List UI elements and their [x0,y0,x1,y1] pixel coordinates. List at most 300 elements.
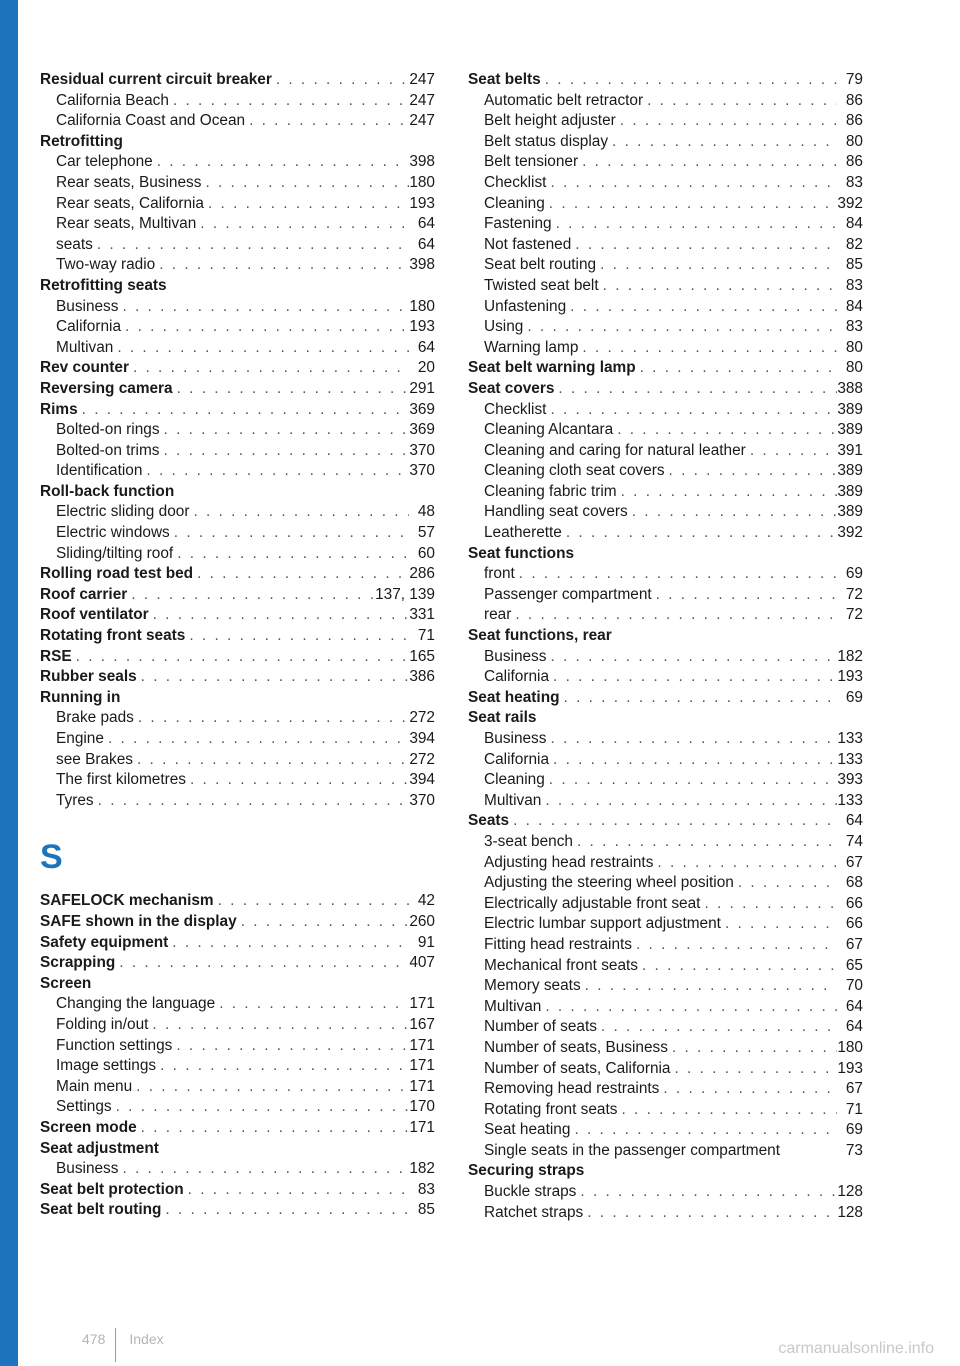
index-entry [40,605,435,626]
dot-leader [112,1097,409,1118]
page-edge-bar [0,0,18,1366]
entry-term: Business [484,730,547,747]
entry-term: Checklist [484,173,547,191]
entry-term: Number of seats, Business [484,1038,668,1056]
entry-page-ref: 69 [845,688,863,706]
entry-page-ref: 193 [409,194,435,212]
entry-term: Bolted-on rings [56,421,160,439]
entry-page-ref: 84 [845,215,863,233]
dot-leader [700,894,837,915]
index-subentry [40,317,435,338]
dot-leader [118,297,409,318]
dot-leader [746,441,837,462]
index-subentry [468,750,863,771]
index-subentry [468,276,863,297]
dot-leader [186,770,409,791]
dot-leader [613,420,837,441]
dot-leader [155,255,409,276]
dot-leader [549,750,837,771]
index-subentry [468,1038,863,1059]
entry-term: 3-seat bench [484,832,573,850]
dot-leader [189,502,409,523]
index-subentry [468,770,863,791]
dot-leader [734,873,837,894]
index-entry [40,626,435,647]
entry-term: Electric sliding door [56,503,190,521]
entry-page-ref: 165 [409,647,435,665]
entry-term: Seat belt routing [484,256,597,274]
index-subentry [468,173,863,194]
dot-leader [571,235,837,256]
entry-term: Engine [56,730,104,747]
dot-leader [148,1015,409,1036]
entry-page-ref: 398 [409,256,435,274]
index-subentry [40,111,435,132]
index-subentry [468,91,863,112]
entry-term: Belt height adjuster [484,112,616,130]
entry-term: Rear seats, California [56,194,204,212]
page-number: 478 [82,1331,106,1347]
entry-term: Adjusting head restraints [484,853,654,871]
entry-page-ref: 291 [409,379,435,397]
entry-term: Fastening [484,215,552,233]
index-subentry [468,317,863,338]
index-subentry [40,1159,435,1180]
entry-page-ref: 370 [409,441,435,459]
entry-page-ref: 128 [837,1183,863,1201]
index-subentry [40,544,435,565]
dot-leader [94,791,409,812]
index-subentry [468,791,863,812]
entry-page-ref: 72 [845,585,863,603]
page-footer [82,1322,164,1356]
entry-term: Rear seats, Business [56,173,202,191]
dot-leader [617,482,837,503]
entry-term: seats [56,235,93,253]
entry-page-ref: 389 [837,400,863,418]
entry-page-ref: 128 [837,1203,863,1221]
dot-leader [541,791,837,812]
entry-term: Mechanical front seats [484,956,638,974]
index-subentry [468,502,863,523]
entry-page-ref: 193 [837,1059,863,1077]
entry-page-ref: 389 [837,482,863,500]
entry-term: Single seats in the passenger compartment [484,1141,781,1159]
dot-leader [560,688,837,709]
footer-section-label: Index [129,1331,164,1347]
dot-leader [214,891,409,912]
dot-leader [608,132,837,153]
index-column-left [40,70,435,1221]
dot-leader [169,91,409,112]
entry-term: SAFE shown in the display [40,912,237,930]
index-subentry [40,297,435,318]
entry-term: Cleaning Alcantara [484,421,614,439]
entry-term: Retrofitting [40,132,123,150]
index-entry [468,544,863,565]
dot-leader [566,297,837,318]
index-entry [40,1118,435,1139]
entry-term: SAFELOCK mechanism [40,892,214,910]
entry-term: Seat adjustment [40,1139,159,1157]
entry-page-ref: 182 [837,647,863,665]
entry-term: Folding in/out [56,1015,149,1033]
index-subentry [468,400,863,421]
entry-page-ref: 85 [417,1201,435,1219]
entry-page-ref: 272 [409,750,435,768]
index-subentry [40,791,435,812]
entry-page-ref: 83 [845,173,863,191]
index-subentry [468,152,863,173]
entry-page-ref: 137, 139 [375,585,435,603]
entry-term: Electrically adjustable front seat [484,894,701,912]
dot-leader [552,214,837,235]
dot-leader [546,400,837,421]
entry-term: Multivan [484,791,542,809]
dot-leader [546,729,837,750]
entry-page-ref: 386 [409,668,435,686]
dot-leader [581,976,837,997]
entry-term: Screen mode [40,1118,137,1136]
entry-page-ref: 20 [417,359,435,377]
dot-leader [137,1118,409,1139]
entry-page-ref: 180 [837,1038,863,1056]
dot-leader [173,379,409,400]
index-entry [40,276,435,297]
entry-term: Fitting head restraints [484,935,632,953]
entry-term: Securing straps [468,1162,585,1180]
entry-term: Electric windows [56,524,170,542]
entry-page-ref: 391 [837,441,863,459]
dot-leader [173,544,409,565]
dot-leader [137,667,409,688]
index-entry [40,667,435,688]
index-column-right [468,70,863,1223]
dot-leader [118,1159,409,1180]
entry-page-ref: 247 [409,91,435,109]
index-list-s-continued [468,70,863,1223]
entry-page-ref: 193 [837,668,863,686]
index-subentry [40,91,435,112]
dot-leader [643,91,837,112]
index-entry [468,626,863,647]
entry-term: Business [56,1160,119,1178]
entry-page-ref: 67 [845,853,863,871]
entry-term: Seat functions [468,544,575,562]
entry-page-ref: 286 [409,565,435,583]
index-entry [468,688,863,709]
entry-term: Belt tensioner [484,153,579,171]
dot-leader [583,1203,837,1224]
entry-term: Leatherette [484,524,562,542]
index-subentry [40,1097,435,1118]
entry-page-ref: 389 [837,462,863,480]
entry-term: Unfastening [484,297,567,315]
entry-page-ref: 83 [845,276,863,294]
index-entry [40,974,435,995]
entry-term: Residual current circuit breaker [40,71,272,88]
dot-leader [115,953,409,974]
index-subentry [468,1017,863,1038]
dot-leader [546,173,837,194]
entry-page-ref: 260 [409,912,435,930]
index-subentry [40,420,435,441]
index-subentry [468,729,863,750]
entry-page-ref: 392 [837,194,863,212]
entry-page-ref: 394 [409,771,435,789]
entry-page-ref: 369 [409,400,435,418]
entry-term: Car telephone [56,153,153,171]
entry-page-ref: 167 [409,1015,435,1033]
index-subentry [40,1015,435,1036]
dot-leader [113,338,409,359]
index-entry [468,811,863,832]
section-letter-heading: S [40,838,63,877]
index-subentry [468,1141,863,1162]
entry-page-ref: 407 [409,954,435,972]
index-subentry [468,853,863,874]
entry-page-ref: 133 [837,791,863,809]
index-subentry [468,956,863,977]
dot-leader [215,994,409,1015]
entry-term: see Brakes [56,750,133,768]
index-entry [468,379,863,400]
entry-term: Function settings [56,1036,173,1054]
index-entry [40,1200,435,1221]
dot-leader [721,914,837,935]
entry-page-ref: 393 [837,771,863,789]
entry-term: Rotating front seats [40,627,186,645]
dot-leader [196,214,409,235]
index-entry [468,70,863,91]
index-subentry [40,1036,435,1057]
index-subentry [40,729,435,750]
entry-page-ref: 66 [845,915,863,933]
dot-leader [237,912,409,933]
entry-page-ref: 180 [409,297,435,315]
index-entry [40,482,435,503]
index-subentry [468,297,863,318]
dot-leader [142,461,409,482]
dot-leader [652,585,837,606]
entry-term: Rotating front seats [484,1100,618,1118]
dot-leader [133,750,409,771]
dot-leader [245,111,409,132]
dot-leader [636,358,837,379]
entry-term: California Coast and Ocean [56,112,246,130]
entry-page-ref: 86 [845,112,863,130]
index-subentry [468,441,863,462]
entry-page-ref: 389 [837,421,863,439]
entry-term: Rims [40,400,78,418]
entry-page-ref: 388 [837,379,863,397]
index-entry [40,1180,435,1201]
entry-term: Bolted-on trims [56,441,160,459]
entry-term: California [484,750,550,768]
dot-leader [659,1079,837,1100]
dot-leader [161,1200,409,1221]
index-subentry [40,1077,435,1098]
index-entry [40,585,435,606]
dot-leader [127,585,375,606]
dot-leader [72,647,409,668]
dot-leader [597,1017,837,1038]
entry-term: Identification [56,462,143,480]
entry-term: Seats [468,812,510,830]
entry-term: Handling seat covers [484,503,628,521]
index-subentry [40,770,435,791]
entry-term: Multivan [56,338,114,356]
index-entry [468,1161,863,1182]
entry-page-ref: 180 [409,173,435,191]
entry-term: Roof ventilator [40,606,149,624]
dot-leader [160,420,409,441]
entry-page-ref: 64 [417,235,435,253]
index-subentry [468,873,863,894]
entry-page-ref: 85 [845,256,863,274]
dot-leader [201,173,409,194]
index-subentry [40,441,435,462]
index-entry [40,564,435,585]
entry-page-ref: 67 [845,935,863,953]
entry-page-ref: 86 [845,153,863,171]
entry-term: Two-way radio [56,256,156,274]
dot-leader [121,317,409,338]
index-list-r [40,70,435,811]
entry-page-ref: 331 [409,606,435,624]
dot-leader [172,1036,409,1057]
entry-term: Cleaning [484,194,545,212]
entry-term: rear [484,606,512,624]
index-subentry [468,894,863,915]
entry-term: front [484,565,515,583]
entry-page-ref: 42 [417,892,435,910]
entry-page-ref: 73 [845,1141,863,1159]
index-subentry [40,523,435,544]
index-subentry [40,214,435,235]
entry-term: Multivan [484,997,542,1015]
entry-page-ref: 171 [409,1118,435,1136]
entry-page-ref: 67 [845,1080,863,1098]
entry-term: Number of seats, California [484,1059,671,1077]
index-entry [40,647,435,668]
index-subentry [468,667,863,688]
entry-term: Seat belt warning lamp [468,359,636,377]
entry-term: Roof carrier [40,585,128,603]
entry-term: Seat heating [468,688,560,706]
index-entry [40,891,435,912]
entry-term: Cleaning fabric trim [484,482,617,500]
entry-page-ref: 398 [409,153,435,171]
entry-term: Cleaning and caring for natural leather [484,441,746,459]
dot-leader [134,708,409,729]
dot-leader [170,523,409,544]
entry-page-ref: 182 [409,1160,435,1178]
entry-term: Seat functions, rear [468,627,612,645]
index-subentry [468,482,863,503]
entry-term: Seat heating [484,1121,571,1139]
dot-leader [541,70,837,91]
entry-page-ref: 394 [409,730,435,747]
entry-term: Adjusting the steering wheel position [484,874,734,892]
entry-page-ref: 64 [417,338,435,356]
dot-leader [554,379,837,400]
dot-leader [104,729,409,750]
entry-term: Belt status display [484,132,609,150]
entry-term: RSE [40,647,72,665]
entry-term: Rear seats, Multivan [56,215,197,233]
entry-page-ref: 69 [845,1121,863,1139]
entry-term: Removing head restraints [484,1080,660,1098]
entry-page-ref: 48 [417,503,435,521]
dot-leader [653,853,837,874]
dot-leader [617,1100,837,1121]
index-subentry [468,997,863,1018]
entry-page-ref: 64 [417,215,435,233]
entry-page-ref: 70 [845,977,863,995]
dot-leader [596,255,837,276]
entry-page-ref: 80 [845,132,863,150]
entry-page-ref: 65 [845,956,863,974]
dot-leader [541,997,837,1018]
entry-term: Cleaning [484,771,545,789]
entry-page-ref: 389 [837,503,863,521]
dot-leader [93,235,409,256]
entry-term: Seat covers [468,379,555,397]
entry-page-ref: 66 [845,894,863,912]
entry-page-ref: 193 [409,318,435,336]
index-subentry [40,750,435,771]
entry-term: California Beach [56,91,169,109]
dot-leader [160,441,410,462]
index-entry [40,358,435,379]
dot-leader [570,1120,837,1141]
index-subentry [468,935,863,956]
index-subentry [468,255,863,276]
entry-term: Main menu [56,1077,133,1095]
dot-leader [573,832,837,853]
entry-page-ref: 171 [409,1036,435,1054]
index-subentry [40,152,435,173]
entry-term: Automatic belt retractor [484,91,644,109]
index-subentry [468,461,863,482]
entry-term: The first kilometres [56,771,186,789]
dot-leader [578,152,837,173]
index-subentry [468,523,863,544]
index-subentry [468,1203,863,1224]
entry-term: California [484,668,550,686]
entry-page-ref: 392 [837,524,863,542]
index-subentry [468,1100,863,1121]
entry-term: Checklist [484,400,547,418]
index-entry [40,400,435,421]
dot-leader [272,70,409,91]
entry-page-ref: 171 [409,1057,435,1075]
index-subentry [468,647,863,668]
entry-page-ref: 64 [845,812,863,830]
dot-leader [168,933,409,954]
dot-leader [545,194,837,215]
entry-term: Business [56,297,119,315]
dot-leader [185,626,409,647]
index-entry [40,70,435,91]
index-subentry [468,235,863,256]
entry-term: California [56,318,122,336]
index-subentry [468,214,863,235]
entry-term: Cleaning cloth seat covers [484,462,665,480]
index-subentry [468,976,863,997]
entry-page-ref: 64 [845,1018,863,1036]
